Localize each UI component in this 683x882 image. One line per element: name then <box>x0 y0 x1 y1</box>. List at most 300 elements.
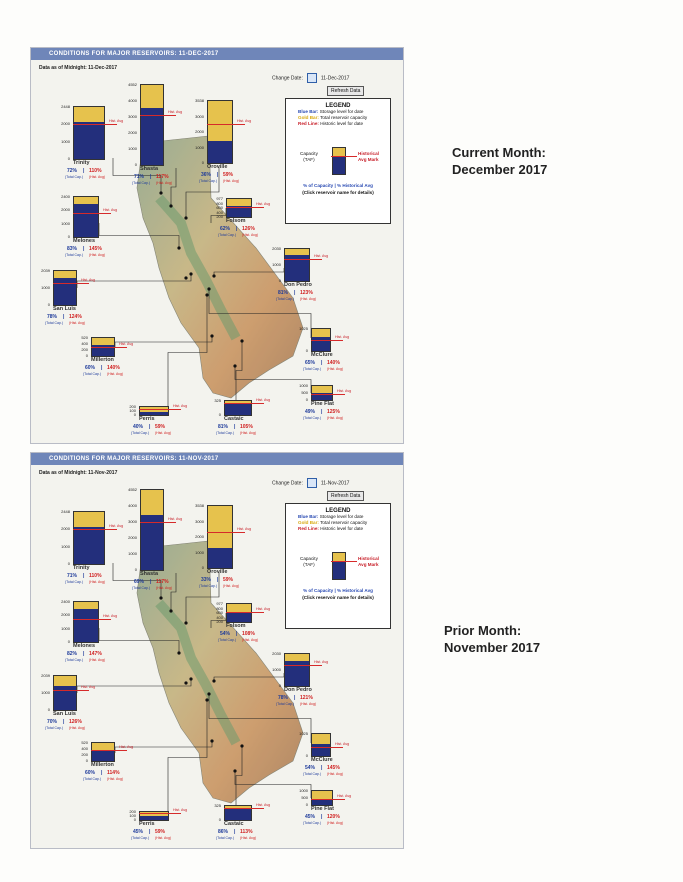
historical-avg-line <box>139 813 181 814</box>
axis-tick-label: 400 <box>216 614 223 620</box>
hist-avg-label: Hist. Avg <box>237 119 252 124</box>
hist-avg-caption: (Hist. Avg) <box>327 772 344 776</box>
axis-tick-label: 1000 <box>61 543 70 549</box>
reservoir-name-link[interactable]: McClure <box>311 352 333 358</box>
percent-capacity: 70% <box>47 719 58 725</box>
reservoir-name-link[interactable]: Pine Flat <box>311 401 334 407</box>
storage-bar <box>312 337 330 351</box>
axis-tick-label: 0 <box>278 683 281 688</box>
percent-separator: | <box>83 246 85 252</box>
percent-historical: 117% <box>156 579 169 585</box>
capacity-bar <box>284 248 310 282</box>
percent-historical: 59% <box>155 424 166 430</box>
hist-avg-label: Hist. Avg <box>173 807 188 812</box>
percent-historical: 59% <box>155 829 166 835</box>
reservoir-location-dot <box>240 339 243 342</box>
percent-historical: 110% <box>89 168 102 174</box>
percent-historical: 126% <box>69 719 82 725</box>
percent-separator: | <box>321 814 323 820</box>
percent-historical: 120% <box>327 814 340 820</box>
axis-tick-label: 1000 <box>195 549 204 555</box>
axis-tick-label: 800 <box>216 605 223 611</box>
percent-capacity: 33% <box>201 577 212 583</box>
reservoir-name-link[interactable]: Folsom <box>226 623 246 629</box>
axis-tick-label: 3000 <box>195 518 204 524</box>
hist-avg-caption: (Hist. Avg) <box>327 821 344 825</box>
change-date-value: 11-Dec-2017 <box>320 75 350 82</box>
reservoir-name-link[interactable]: Folsom <box>226 218 246 224</box>
hist-avg-label: Hist. Avg <box>256 398 271 403</box>
reservoir-name-link[interactable]: San Luis <box>53 306 76 312</box>
legend-click-line: (Click reservoir name for details) <box>302 190 374 195</box>
total-cap-caption: (Total Cap.) <box>65 658 84 662</box>
percent-separator: | <box>236 631 238 637</box>
reservoir-location-dot <box>169 609 172 612</box>
change-date-label: Change Date: <box>272 480 303 487</box>
hist-avg-label: Hist. Avg <box>314 253 329 258</box>
percent-capacity: 81% <box>278 290 289 296</box>
percent-separator: | <box>149 829 151 835</box>
percent-historical: 124% <box>69 314 82 320</box>
hist-avg-caption: (Hist. Avg) <box>107 777 124 781</box>
percent-separator: | <box>234 829 236 835</box>
capacity-bar <box>91 337 115 357</box>
percent-separator: | <box>294 695 296 701</box>
axis-tick-label: 2030 <box>272 651 281 656</box>
capacity-bar <box>224 805 252 821</box>
reservoir-location-dot <box>177 246 180 249</box>
hist-avg-label: Hist. Avg <box>337 388 352 393</box>
storage-bar <box>74 609 98 642</box>
legend-box <box>285 503 391 629</box>
historical-avg-line <box>207 532 245 533</box>
axis-tick-label: 200 <box>129 404 136 409</box>
reservoir-name-link[interactable]: Perris <box>139 416 155 422</box>
percent-historical: 110% <box>89 573 102 579</box>
total-cap-caption: (Total Cap.) <box>45 321 64 325</box>
axis-tick-label: 1000 <box>61 220 70 226</box>
capacity-bar <box>284 653 310 687</box>
capacity-bar <box>311 733 331 757</box>
percent-historical: 114% <box>107 770 120 776</box>
axis-tick-label: 2448 <box>61 104 70 109</box>
current-month-line2: December 2017 <box>452 162 548 177</box>
historical-avg-line <box>53 283 89 284</box>
reservoir-name-link[interactable]: McClure <box>311 757 333 763</box>
historical-avg-line <box>311 799 345 800</box>
axis-tick-label: 1000 <box>128 146 137 151</box>
reservoir-name-link[interactable]: Shasta <box>140 166 159 172</box>
historical-avg-line <box>73 619 111 620</box>
reservoir-location-dot <box>212 679 215 682</box>
axis-tick-label: 3000 <box>128 519 137 524</box>
historical-avg-line <box>73 213 111 214</box>
reservoir-name-link[interactable]: Oroville <box>207 164 228 170</box>
historical-avg-line <box>73 529 117 530</box>
storage-bar <box>141 108 163 165</box>
capacity-bar <box>73 601 99 643</box>
percent-separator: | <box>321 360 323 366</box>
hist-avg-label: Hist. Avg <box>109 119 124 124</box>
total-cap-caption: (Total Cap.) <box>65 253 84 257</box>
hist-avg-label: Hist. Avg <box>103 208 118 213</box>
percent-historical: 140% <box>107 365 120 371</box>
percent-capacity: 78% <box>47 314 58 320</box>
historical-avg-line <box>284 665 322 666</box>
capacity-bar <box>140 84 164 166</box>
storage-bar <box>225 808 251 820</box>
percent-capacity: 65% <box>305 360 316 366</box>
legend-row-red <box>298 121 390 127</box>
capacity-bar <box>311 385 333 401</box>
percent-capacity: 40% <box>133 424 144 430</box>
percent-historical: 121% <box>300 695 313 701</box>
axis-tick-label: 4000 <box>128 503 137 508</box>
reservoir-name-link[interactable]: Castaic <box>224 416 244 422</box>
change-date-value: 11-Nov-2017 <box>320 480 350 487</box>
legend-desc-blue: Storage level for date <box>319 109 364 114</box>
axis-tick-label: 2000 <box>61 526 70 532</box>
axis-tick-label: 0 <box>67 234 70 239</box>
storage-bar <box>208 548 232 568</box>
percent-historical: 125% <box>327 409 340 415</box>
total-cap-caption: (Total Cap.) <box>131 836 150 840</box>
percent-capacity: 72% <box>67 168 78 174</box>
percent-capacity: 83% <box>67 246 78 252</box>
legend-key-red: Red Line: <box>298 121 319 126</box>
hist-avg-label: Hist. Avg <box>335 741 350 746</box>
current-month-label <box>452 144 547 178</box>
total-cap-caption: (Total Cap.) <box>216 836 235 840</box>
historical-avg-line <box>91 750 127 751</box>
axis-tick-label: 4552 <box>128 82 137 87</box>
axis-tick-label: 600 <box>216 610 223 615</box>
axis-tick-label: 0 <box>278 278 281 283</box>
storage-bar <box>225 404 251 415</box>
hist-avg-caption: (Hist. Avg) <box>89 580 106 584</box>
axis-tick-label: 2039 <box>41 673 50 678</box>
hist-avg-caption: (Hist. Avg) <box>69 321 86 325</box>
current-month-line1: Current Month: <box>452 145 546 160</box>
axis-tick-label: 1000 <box>41 690 50 695</box>
axis-tick-label: 400 <box>81 341 88 346</box>
total-cap-caption: (Total Cap.) <box>65 175 84 179</box>
hist-avg-caption: (Hist. Avg) <box>327 367 344 371</box>
percent-separator: | <box>83 573 85 579</box>
legend-row-red <box>298 526 390 532</box>
axis-tick-label: 0 <box>133 817 136 822</box>
historical-avg-line <box>224 403 264 404</box>
legend-desc-gold: Total reservoir capacity <box>320 115 368 120</box>
legend-historical-label: Historical Avg Mark <box>358 556 379 567</box>
percent-historical: 105% <box>240 424 253 430</box>
hist-avg-caption: (Hist. Avg) <box>156 181 173 185</box>
historical-avg-line <box>139 409 181 410</box>
historical-avg-line <box>91 347 127 348</box>
reservoir-name-link[interactable]: Millerton <box>91 357 114 363</box>
percent-separator: | <box>321 765 323 771</box>
percent-capacity: 71% <box>134 174 145 180</box>
axis-tick-label: 200 <box>216 214 223 219</box>
percent-historical: 147% <box>89 651 102 657</box>
hist-avg-label: Hist. Avg <box>237 527 252 532</box>
legend-click-line: (Click reservoir name for details) <box>302 595 374 600</box>
percent-separator: | <box>63 314 65 320</box>
percent-historical: 140% <box>327 360 340 366</box>
total-cap-caption: (Total Cap.) <box>303 367 322 371</box>
axis-tick-label: 2000 <box>195 534 204 539</box>
reservoir-name-link[interactable]: Oroville <box>207 569 228 575</box>
axis-tick-label: 200 <box>129 809 136 814</box>
axis-tick-label: 0 <box>67 639 70 644</box>
percent-separator: | <box>294 290 296 296</box>
capacity-bar <box>207 100 233 164</box>
hist-avg-caption: (Hist. Avg) <box>156 586 173 590</box>
total-cap-caption: (Total Cap.) <box>216 431 235 435</box>
axis-tick-label: 2000 <box>61 612 70 618</box>
reservoir-name-link[interactable]: Millerton <box>91 762 114 768</box>
reservoir-location-dot <box>207 287 210 290</box>
reservoir-location-dot <box>233 769 236 772</box>
capacity-bar <box>139 406 169 416</box>
axis-tick-label: 3000 <box>195 113 204 119</box>
historical-avg-line <box>224 808 264 809</box>
legend-desc-blue: Storage level for date <box>319 514 364 519</box>
capacity-bar <box>207 505 233 569</box>
axis-tick-label: 2400 <box>61 599 70 604</box>
percent-capacity: 49% <box>305 409 316 415</box>
storage-bar <box>208 141 232 163</box>
axis-tick-label: 2039 <box>41 268 50 273</box>
reservoir-location-dot <box>177 651 180 654</box>
hist-avg-label: Hist. Avg <box>119 745 134 750</box>
hist-avg-label: Hist. Avg <box>256 607 271 611</box>
percent-capacity: 81% <box>218 424 229 430</box>
reservoir-location-dot <box>207 692 210 695</box>
axis-tick-label: 1000 <box>272 262 281 267</box>
percent-historical: 113% <box>240 829 253 835</box>
axis-tick-label: 800 <box>216 200 223 206</box>
axis-tick-label: 2000 <box>128 535 137 540</box>
legend-title: LEGEND <box>325 103 351 109</box>
axis-tick-label: 1000 <box>299 383 308 388</box>
legend-key-blue: Blue Bar: <box>298 109 319 114</box>
panel-header: CONDITIONS FOR MAJOR RESERVOIRS: 11-NOV-2017 <box>31 453 403 465</box>
reservoir-location-dot <box>184 216 187 219</box>
total-cap-caption: (Total Cap.) <box>276 297 295 301</box>
hist-avg-caption: (Hist. Avg) <box>89 253 106 257</box>
historical-avg-line <box>53 690 89 691</box>
axis-tick-label: 0 <box>85 353 88 358</box>
hist-avg-caption: (Hist. Avg) <box>89 658 106 662</box>
percent-capacity: 45% <box>133 829 144 835</box>
axis-tick-label: 520 <box>81 335 88 340</box>
reservoir-name-link[interactable]: Perris <box>139 821 155 827</box>
axis-tick-label: 1000 <box>299 788 308 793</box>
percent-separator: | <box>321 409 323 415</box>
hist-avg-caption: (Hist. Avg) <box>240 431 257 435</box>
legend-key-red: Red Line: <box>298 526 319 531</box>
total-cap-caption: (Total Cap.) <box>303 772 322 776</box>
percent-historical: 108% <box>242 631 255 637</box>
reservoir-location-dot <box>205 698 208 701</box>
axis-tick-label: 1025 <box>299 326 308 331</box>
axis-tick-label: 325 <box>214 803 221 808</box>
legend-capacity-label: Capacity (TAF) <box>300 151 318 162</box>
historical-avg-line <box>207 124 245 125</box>
reservoir-name-link[interactable]: Pine Flat <box>311 806 334 812</box>
axis-tick-label: 0 <box>305 397 308 402</box>
axis-tick-label: 100 <box>129 813 136 818</box>
hist-avg-label: Hist. Avg <box>256 202 271 207</box>
reservoir-location-dot <box>205 293 208 296</box>
axis-tick-label: 400 <box>216 209 223 215</box>
capacity-bar <box>53 270 77 306</box>
reservoir-location-dot <box>159 596 162 599</box>
hist-avg-caption: (Hist. Avg) <box>300 702 317 706</box>
reservoir-location-dot <box>169 204 172 207</box>
hist-avg-label: Hist. Avg <box>81 277 96 282</box>
reservoir-location-dot <box>184 681 187 684</box>
storage-bar <box>74 204 98 237</box>
axis-tick-label: 400 <box>81 746 88 751</box>
storage-bar <box>140 412 168 415</box>
hist-avg-caption: (Hist. Avg) <box>242 233 259 237</box>
hist-avg-caption: (Hist. Avg) <box>223 584 240 588</box>
hist-avg-caption: (Hist. Avg) <box>242 638 259 642</box>
total-cap-caption: (Total Cap.) <box>276 702 295 706</box>
historical-avg-line <box>226 612 264 613</box>
reservoir-name-link[interactable]: Castaic <box>224 821 244 827</box>
capacity-bar <box>73 106 105 160</box>
capacity-bar <box>139 811 169 821</box>
percent-capacity: 60% <box>85 365 96 371</box>
axis-tick-label: 0 <box>133 412 136 417</box>
capacity-bar <box>73 511 105 565</box>
axis-tick-label: 0 <box>305 753 308 758</box>
hist-avg-label: Hist. Avg <box>256 803 271 808</box>
percent-capacity: 54% <box>220 631 231 637</box>
percent-historical: 117% <box>156 174 169 180</box>
reservoir-name-link[interactable]: Don Pedro <box>284 282 312 288</box>
as-of-label: Data as of Midnight: 11-Dec-2017 <box>39 65 118 71</box>
axis-tick-label: 2000 <box>61 207 70 213</box>
capacity-bar <box>226 198 252 218</box>
capacity-bar <box>73 196 99 238</box>
axis-tick-label: 0 <box>85 758 88 763</box>
reservoir-name-link[interactable]: Shasta <box>140 571 159 577</box>
percent-capacity: 60% <box>85 770 96 776</box>
storage-bar <box>92 750 114 761</box>
historical-avg-line <box>311 340 343 341</box>
legend-capacity-label: Capacity (TAF) <box>300 556 318 567</box>
total-cap-caption: (Total Cap.) <box>83 372 102 376</box>
prior-month-label <box>444 622 540 656</box>
axis-tick-label: 520 <box>81 740 88 745</box>
total-cap-caption: (Total Cap.) <box>199 584 218 588</box>
percent-separator: | <box>217 577 219 583</box>
reservoir-location-dot <box>159 191 162 194</box>
axis-tick-label: 3000 <box>128 114 137 119</box>
capacity-bar <box>224 400 252 416</box>
percent-separator: | <box>101 365 103 371</box>
percent-separator: | <box>150 174 152 180</box>
axis-tick-label: 0 <box>67 156 70 161</box>
historical-avg-line <box>226 207 264 208</box>
reservoir-panel <box>30 47 404 444</box>
hist-avg-caption: (Hist. Avg) <box>155 836 172 840</box>
percent-historical: 123% <box>300 290 313 296</box>
axis-tick-label: 0 <box>218 817 221 822</box>
change-date-label: Change Date: <box>272 75 303 82</box>
hist-avg-caption: (Hist. Avg) <box>327 416 344 420</box>
axis-tick-label: 2030 <box>272 246 281 251</box>
axis-tick-label: 0 <box>67 561 70 566</box>
reservoir-location-dot <box>210 334 213 337</box>
historical-avg-line <box>140 115 176 116</box>
reservoir-name-link[interactable]: Trinity <box>73 565 90 571</box>
axis-tick-label: 325 <box>214 398 221 403</box>
legend-desc-gold: Total reservoir capacity <box>320 520 368 525</box>
percent-separator: | <box>101 770 103 776</box>
reservoir-name-link[interactable]: Don Pedro <box>284 687 312 693</box>
percent-separator: | <box>83 168 85 174</box>
hist-avg-label: Hist. Avg <box>173 403 188 408</box>
axis-tick-label: 1000 <box>61 138 70 144</box>
axis-tick-label: 0 <box>305 348 308 353</box>
historical-avg-line <box>140 522 176 523</box>
percent-capacity: 86% <box>218 829 229 835</box>
legend-desc-red: Historic level for date <box>320 121 364 126</box>
reservoir-name-link[interactable]: San Luis <box>53 711 76 717</box>
storage-bar <box>74 122 104 159</box>
percent-historical: 59% <box>223 577 234 583</box>
percent-historical: 126% <box>242 226 255 232</box>
percent-capacity: 71% <box>67 573 78 579</box>
historical-avg-line <box>311 747 343 748</box>
legend-sample-bar <box>332 147 346 175</box>
reservoir-name-link[interactable]: Melones <box>73 643 96 649</box>
prior-month-line2: November 2017 <box>444 640 541 655</box>
total-cap-caption: (Total Cap.) <box>303 416 322 420</box>
axis-tick-label: 4000 <box>128 98 137 103</box>
historical-avg-line <box>311 394 345 395</box>
reservoir-name-link[interactable]: Melones <box>73 238 96 244</box>
panel-header: CONDITIONS FOR MAJOR RESERVOIRS: 11-DEC-2017 <box>31 48 403 60</box>
legend-sample-bar <box>332 552 346 580</box>
axis-tick-label: 3538 <box>195 503 204 508</box>
storage-bar <box>227 612 251 622</box>
reservoir-location-dot <box>210 739 213 742</box>
total-cap-caption: (Total Cap.) <box>199 179 218 183</box>
percent-capacity: 82% <box>67 651 78 657</box>
storage-bar <box>74 527 104 564</box>
reservoir-location-dot <box>189 677 192 680</box>
percent-capacity: 78% <box>278 695 289 701</box>
axis-tick-label: 1000 <box>41 285 50 290</box>
legend-historical-label: Historical Avg Mark <box>358 151 379 162</box>
historical-avg-line <box>284 259 322 260</box>
axis-tick-label: 977 <box>216 601 223 606</box>
percent-historical: 145% <box>327 765 340 771</box>
capacity-bar <box>311 790 333 806</box>
axis-tick-label: 1025 <box>299 731 308 736</box>
refresh-data-button[interactable]: Refresh Data <box>327 86 364 96</box>
refresh-data-button[interactable]: Refresh Data <box>327 491 364 501</box>
axis-tick-label: 0 <box>47 707 50 712</box>
reservoir-name-link[interactable]: Trinity <box>73 160 90 166</box>
axis-tick-label: 3538 <box>195 98 204 103</box>
